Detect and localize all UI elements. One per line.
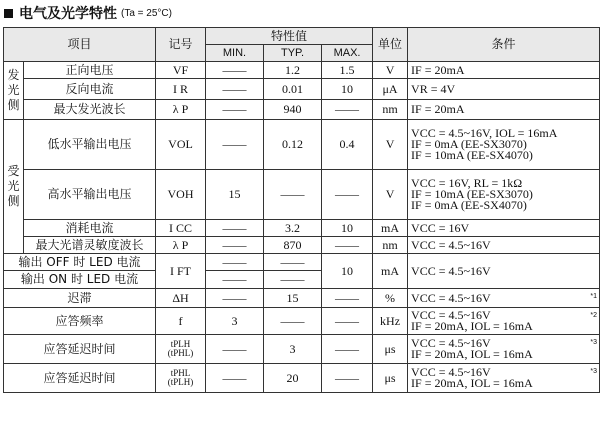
unit-cell: μA [373, 79, 408, 100]
symbol-cell: VOH [156, 170, 206, 220]
condition-cell [408, 254, 600, 289]
min-cell: —— [206, 271, 264, 289]
table-row [4, 335, 600, 364]
unit-cell: kHz [373, 308, 408, 335]
header-item: 项目 [4, 28, 156, 62]
max-cell: —— [322, 335, 373, 364]
min-cell: —— [206, 254, 264, 271]
unit-cell: % [373, 289, 408, 308]
condition-line: VCC = 4.5~16V [411, 365, 491, 379]
condition-cell [408, 364, 600, 393]
item-cell: 应答频率 [4, 308, 156, 335]
condition-cell [408, 79, 600, 100]
max-cell: —— [322, 100, 373, 120]
unit-cell: mA [373, 220, 408, 237]
footnote-mark: *3 [590, 368, 598, 375]
table-row [4, 308, 600, 335]
condition-cell [408, 120, 600, 170]
max-cell: —— [322, 308, 373, 335]
condition-line: VCC = 4.5~16V [411, 290, 491, 305]
table-row [4, 62, 600, 79]
min-cell: —— [206, 289, 264, 308]
max-cell: 10 [322, 220, 373, 237]
symbol-cell: λ P [156, 237, 206, 254]
table-row [4, 120, 600, 170]
table-row [4, 289, 600, 308]
max-cell: 0.4 [322, 120, 373, 170]
item-cell: 输出 ON 时 LED 电流 [4, 271, 156, 289]
typ-cell: 0.01 [264, 79, 322, 100]
table-row [4, 364, 600, 393]
header-unit: 单位 [373, 28, 408, 62]
item-cell: 应答延迟时间 [4, 364, 156, 393]
symbol-cell: I R [156, 79, 206, 100]
item-cell: 最大发光波长 [24, 100, 156, 120]
min-cell: —— [206, 220, 264, 237]
max-cell: —— [322, 170, 373, 220]
unit-cell: V [373, 62, 408, 79]
header-max: MAX. [322, 45, 373, 62]
condition-line: IF = 0mA (EE-SX3070) [411, 137, 527, 151]
item-cell: 低水平输出电压 [24, 120, 156, 170]
footnote-mark: *1 [590, 293, 598, 300]
characteristics-table [3, 27, 600, 393]
table-row [4, 254, 600, 271]
square-bullet-icon [4, 9, 13, 18]
condition-line: VCC = 4.5~16V [411, 237, 491, 252]
symbol-cell: VOL [156, 120, 206, 170]
typ-cell: 3 [264, 335, 322, 364]
condition-line: IF = 20mA, IOL = 16mA [411, 319, 533, 333]
typ-cell: —— [264, 271, 322, 289]
condition-cell [408, 289, 600, 308]
condition-line: IF = 10mA (EE-SX4070) [411, 148, 533, 162]
title-text: 电气及光学特性 [19, 6, 117, 22]
unit-cell: μs [373, 335, 408, 364]
condition-line: IF = 0mA (EE-SX4070) [411, 198, 527, 212]
typ-cell: —— [264, 308, 322, 335]
typ-cell: 15 [264, 289, 322, 308]
symbol-cell: λ P [156, 100, 206, 120]
symbol-main: tPLH [170, 339, 191, 349]
max-cell: —— [322, 364, 373, 393]
header-characteristic: 特性值 [206, 28, 373, 45]
min-cell: —— [206, 120, 264, 170]
unit-cell: V [373, 120, 408, 170]
condition-cell [408, 335, 600, 364]
item-cell: 迟滞 [4, 289, 156, 308]
min-cell: —— [206, 335, 264, 364]
typ-cell: 20 [264, 364, 322, 393]
condition-line: VCC = 4.5~16V [411, 263, 491, 278]
condition-cell [408, 308, 600, 335]
condition-line: VCC = 16V [411, 220, 470, 235]
typ-cell: —— [264, 254, 322, 271]
condition-line: IF = 20mA, IOL = 16mA [411, 347, 533, 361]
symbol-alt: (tPLH) [167, 377, 194, 387]
table-row [4, 237, 600, 254]
typ-cell: 870 [264, 237, 322, 254]
condition-line: IF = 10mA (EE-SX3070) [411, 187, 533, 201]
unit-cell: μs [373, 364, 408, 393]
item-cell: 正向电压 [24, 62, 156, 79]
max-cell: —— [322, 237, 373, 254]
condition-cell [408, 62, 600, 79]
item-cell: 应答延迟时间 [4, 335, 156, 364]
condition-cell [408, 237, 600, 254]
item-cell: 最大光谱灵敏度波长 [24, 237, 156, 254]
symbol-cell: I FT [156, 254, 206, 289]
min-cell: —— [206, 62, 264, 79]
max-cell: 10 [322, 254, 373, 289]
table-row [4, 100, 600, 120]
symbol-cell: VF [156, 62, 206, 79]
item-cell: 反向电流 [24, 79, 156, 100]
item-cell: 消耗电流 [24, 220, 156, 237]
symbol-alt: (tPHL) [167, 348, 194, 358]
typ-cell: —— [264, 170, 322, 220]
condition-cell [408, 100, 600, 120]
unit-cell: nm [373, 237, 408, 254]
title-condition: (Ta = 25°C) [121, 7, 172, 19]
min-cell: —— [206, 100, 264, 120]
condition-line: VCC = 4.5~16V [411, 336, 491, 350]
symbol-cell [156, 364, 206, 393]
header-typ: TYP. [264, 45, 322, 62]
condition-cell [408, 170, 600, 220]
table-row [4, 79, 600, 100]
header-min: MIN. [206, 45, 264, 62]
group-receiver [4, 120, 24, 254]
condition-cell [408, 220, 600, 237]
min-cell: —— [206, 237, 264, 254]
unit-cell: nm [373, 100, 408, 120]
max-cell: —— [322, 289, 373, 308]
header-condition: 条件 [408, 28, 600, 62]
footnote-mark: *3 [590, 339, 598, 346]
min-cell: —— [206, 364, 264, 393]
symbol-cell: f [156, 308, 206, 335]
table-row [4, 220, 600, 237]
condition-line: IF = 20mA [411, 102, 465, 116]
symbol-main: tPHL [170, 368, 191, 378]
condition-line: VCC = 4.5~16V, IOL = 16mA [411, 126, 558, 140]
condition-line: IF = 20mA [411, 62, 465, 77]
symbol-cell: I CC [156, 220, 206, 237]
header-symbol: 记号 [156, 28, 206, 62]
unit-cell: mA [373, 254, 408, 289]
typ-cell: 940 [264, 100, 322, 120]
item-cell: 输出 OFF 时 LED 电流 [4, 254, 156, 271]
condition-line: VCC = 16V, RL = 1kΩ [411, 176, 523, 190]
typ-cell: 0.12 [264, 120, 322, 170]
symbol-cell: ΔH [156, 289, 206, 308]
footnote-mark: *2 [590, 312, 598, 319]
min-cell: 3 [206, 308, 264, 335]
unit-cell: V [373, 170, 408, 220]
group-emitter [4, 62, 24, 120]
group-label: 发光侧 [7, 68, 20, 112]
min-cell: 15 [206, 170, 264, 220]
condition-line: VR = 4V [411, 81, 456, 96]
section-title [4, 2, 172, 24]
max-cell: 1.5 [322, 62, 373, 79]
condition-line: IF = 20mA, IOL = 16mA [411, 376, 533, 390]
max-cell: 10 [322, 79, 373, 100]
min-cell: —— [206, 79, 264, 100]
group-label: 受光侧 [7, 164, 20, 208]
condition-line: VCC = 4.5~16V [411, 308, 491, 322]
typ-cell: 1.2 [264, 62, 322, 79]
symbol-cell [156, 335, 206, 364]
table-row [4, 170, 600, 220]
item-cell: 高水平输出电压 [24, 170, 156, 220]
typ-cell: 3.2 [264, 220, 322, 237]
